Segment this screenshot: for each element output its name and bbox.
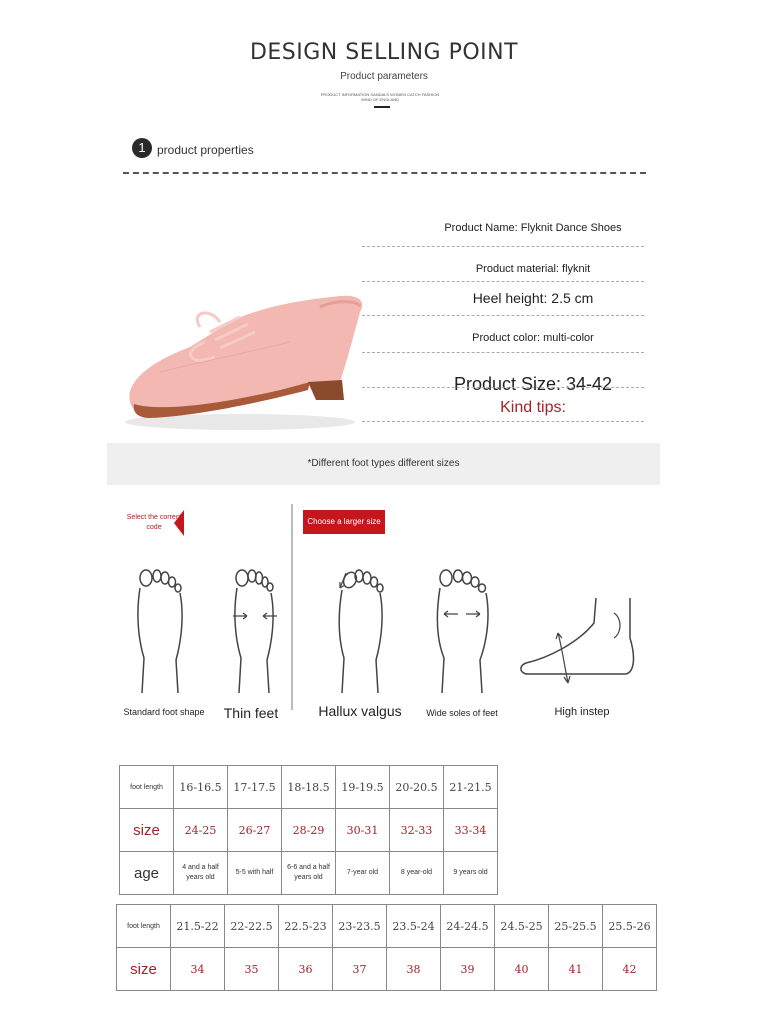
size-chart-children	[119, 765, 498, 895]
section-divider	[123, 172, 646, 174]
table-cell: 26-27	[228, 809, 282, 852]
vertical-divider	[291, 504, 293, 710]
product-heel-height: Heel height: 2.5 cm	[472, 290, 594, 306]
table-cell: 33-34	[444, 809, 498, 852]
foot-label-thin: Thin feet	[223, 705, 279, 721]
table-row	[117, 905, 657, 948]
table-cell: 38	[387, 948, 441, 991]
table-cell: 24-24.5	[441, 905, 495, 948]
table-row	[117, 948, 657, 991]
property-divider	[362, 421, 644, 422]
foot-label-standard: Standard foot shape	[123, 707, 205, 717]
table-cell: 7-year old	[336, 852, 390, 895]
table-cell: 16-16.5	[174, 766, 228, 809]
table-cell: 32-33	[390, 809, 444, 852]
table-cell: 24-25	[174, 809, 228, 852]
row-header-size: size	[120, 809, 174, 852]
table-cell: 8 year-old	[390, 852, 444, 895]
table-cell: 25.5-26	[603, 905, 657, 948]
table-cell: 22-22.5	[225, 905, 279, 948]
table-cell: 21-21.5	[444, 766, 498, 809]
standard-foot-icon	[130, 568, 190, 693]
property-divider	[362, 281, 644, 282]
wide-foot-icon	[432, 568, 492, 693]
product-material: Product material: flyknit	[475, 263, 591, 275]
table-row	[120, 766, 498, 809]
table-cell: 5-5 with half	[228, 852, 282, 895]
table-row	[120, 809, 498, 852]
table-cell: 36	[279, 948, 333, 991]
page-title: DESIGN SELLING POINT	[249, 40, 519, 65]
kind-tips-heading: Kind tips:	[500, 399, 566, 416]
table-cell: 34	[171, 948, 225, 991]
table-cell: 23.5-24	[387, 905, 441, 948]
hallux-valgus-icon	[330, 568, 390, 693]
table-cell: 6-6 and a half years old	[282, 852, 336, 895]
table-cell: 17-17.5	[228, 766, 282, 809]
table-cell: 40	[495, 948, 549, 991]
table-row	[120, 852, 498, 895]
product-name: Product Name: Flyknit Dance Shoes	[444, 222, 622, 234]
table-cell: 24.5-25	[495, 905, 549, 948]
table-cell: 23-23.5	[333, 905, 387, 948]
product-color: Product color: multi-color	[472, 332, 594, 344]
row-header-age: age	[120, 852, 174, 895]
high-instep-icon	[518, 568, 638, 693]
table-cell: 4 and a half years old	[174, 852, 228, 895]
foot-label-high-instep: High instep	[554, 706, 610, 718]
property-divider	[362, 352, 644, 353]
table-cell: 20-20.5	[390, 766, 444, 809]
foot-label-hallux-valgus: Hallux valgus	[318, 703, 402, 719]
table-cell: 9 years old	[444, 852, 498, 895]
header-fine-print: PRODUCT INFORMATION SANDALS WOMEN CATCH FASHION WIND OF ENGLAND	[320, 92, 440, 102]
table-cell: 22.5-23	[279, 905, 333, 948]
dance-shoe-image	[120, 282, 370, 432]
property-divider	[362, 315, 644, 316]
table-cell: 18-18.5	[282, 766, 336, 809]
table-cell: 19-19.5	[336, 766, 390, 809]
table-cell: 37	[333, 948, 387, 991]
table-cell: 35	[225, 948, 279, 991]
section-number-badge: 1	[132, 138, 152, 158]
table-cell: 39	[441, 948, 495, 991]
section-label: product properties	[157, 143, 254, 157]
product-size: Product Size: 34-42	[453, 374, 613, 394]
table-cell: 30-31	[336, 809, 390, 852]
size-chart-adults	[116, 904, 657, 991]
select-correct-size-tag: Select the correct code	[124, 510, 184, 536]
property-divider	[362, 246, 644, 247]
thin-foot-icon	[225, 568, 285, 693]
row-header-foot-length: foot length	[120, 766, 174, 809]
table-cell: 41	[549, 948, 603, 991]
row-header-foot-length: foot length	[117, 905, 171, 948]
table-cell: 25-25.5	[549, 905, 603, 948]
foot-label-wide: Wide soles of feet	[426, 708, 498, 718]
header-divider	[374, 106, 390, 108]
table-cell: 28-29	[282, 809, 336, 852]
foot-type-notice: *Different foot types different sizes	[107, 443, 660, 485]
property-divider	[362, 387, 644, 388]
page-subtitle: Product parameters	[340, 71, 428, 82]
table-cell: 21.5-22	[171, 905, 225, 948]
row-header-size: size	[117, 948, 171, 991]
table-cell: 42	[603, 948, 657, 991]
choose-larger-size-tag: Choose a larger size	[303, 510, 385, 534]
